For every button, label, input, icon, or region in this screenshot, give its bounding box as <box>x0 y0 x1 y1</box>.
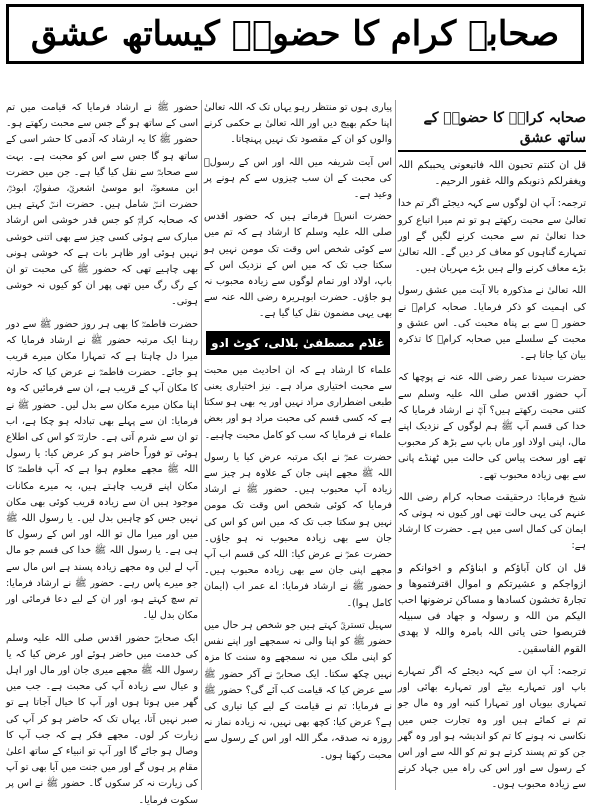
paragraph: سہیل تستریؒ کہتے ہیں جو شخص ہر حال میں حضور ﷺ کو اپنا والی نہ سمجھے اور اپنے نفس کو اپنی ملک میں نہ سمجھے وہ سنت کا مزہ نہیں چکھ سکتا۔ ایک صحابیؓ نے آکر حضور ﷺ سے عرض کیا کہ قیامت کب آئے گی؟ حضور ﷺ نے فرمایا: تم نے قیامت کے لیے کیا تیاری کی ہے؟ عرض کیا: کچھ بھی نہیں، نہ زیادہ نماز نہ روزہ نہ صدقہ، مگر اللہ اور اس کے رسول سے محبت رکھتا ہوں۔ <box>204 619 392 761</box>
paragraph: اس آیت شریفہ میں اللہ اور اس کے رسولؐ کی محبت کے ان سب چیزوں سے کم ہونے پر وعید ہے۔ <box>204 156 392 201</box>
page-title: صحابہ کرام کا حضورؐ کیساتھ عشق <box>6 4 584 64</box>
quranic-verse: قل ان کنتم تحبون اللہ فاتبعونی یحببکم اللہ ویغفرلکم ذنوبکم واللہ غفور الرحیم۔ <box>398 160 586 188</box>
paragraph: پیاری ہوں تو منتظر رہو یہاں تک کہ اللہ تعالیٰ اپنا حکم بھیج دیں اور اللہ تعالیٰ بے حکمی کرنے والوں کو ان کے مقصود تک نہیں پہنچاتا۔ <box>204 102 392 146</box>
paragraph: علماء کا ارشاد ہے کہ ان احادیث میں محبت سے محبت اختیاری مراد ہے۔ نیز اختیاری یعنی طبعی اضطراری مراد نہیں اور یہ بھی ہو سکتا ہے کہ کسی قسم کی محبت مراد ہو اور بعض علماء نے فرمایا کہ سب کو کامل محبت چاہیے۔ <box>204 364 392 441</box>
column-divider <box>395 100 396 790</box>
paragraph: حضرت عمرؓ نے ایک مرتبہ عرض کیا یا رسول اللہ ﷺ مجھے اپنی جان کے علاوہ ہر چیز سے زیادہ آپ محبوب ہیں۔ حضور ﷺ نے ارشاد فرمایا کہ کوئی شخص اس وقت تک مومن نہیں ہو سکتا جب تک کہ میں اس کو اس کی جان سے بھی زیادہ محبوب نہ ہو جاؤں۔ حضرت عمرؓ نے عرض کیا: اللہ کی قسم اب آپ مجھے اپنی جان سے بھی زیادہ محبوب ہیں۔ حضور ﷺ نے ارشاد فرمایا: اے عمر اب (ایمان کامل ہوا)۔ <box>204 451 392 609</box>
quranic-verse: قل ان کان آباؤکم و ابناؤکم و اخوانکم و ازواجکم و عشیرتکم و اموال اقترفتموھا و تجارۃ تخشون کسادھا و مساکن ترضونھا احب الیکم من اللہ و رسولہ و جھاد فی سبیلہ فتربصوا حتی یاتی اللہ بامرہ واللہ لا یھدی القوم الفاسقین۔ <box>398 562 586 655</box>
paragraph: اللہ تعالیٰ نے مذکورہ بالا آیت میں عشق رسول کی اہمیت کو ذکر فرمایا۔ صحابہ کرامؓ نے حضور ﷺ سے بے پناہ محبت کی۔ اس عشق و محبت کے سلسلے میں صحابہ کرامؓ کا تذکرہ بیان کیا جاتا ہے۔ <box>398 285 586 362</box>
paragraph: حضرت سیدنا عمر رضی اللہ عنہ نے پوچھا کہ آپ حضور اقدس صلی اللہ علیہ وسلم سے کتنی محبت رکھتے ہیں؟ آپؓ نے ارشاد فرمایا کہ خدا کی قسم آپ ﷺ ہم لوگوں کے نزدیک اپنے مال، اپنی اولاد اور ماں باپ سے بڑھ کر محبوب تھے اور سخت پیاس کی حالت میں ٹھنڈے پانی سے بھی زیادہ محبوب تھے۔ <box>398 372 586 481</box>
paragraph: ایک صحابیؓ حضور اقدس صلی اللہ علیہ وسلم کی خدمت میں حاضر ہوئے اور عرض کیا کہ یا رسول اللہ ﷺ مجھے میری جان اور مال اور اہل و عیال سے زیادہ آپ کی محبت ہے۔ جب میں گھر میں ہوتا ہوں اور آپ کا خیال آجاتا ہے تو صبر نہیں آتا، یہاں تک کہ حاضر ہو کر آپ کی زیارت کر لوں۔ مجھے فکر ہے کہ جب آپ کا وصال ہو جائے گا اور آپ تو انبیاء کے ساتھ اعلیٰ مقام پر ہوں گے اور میں جنت میں آیا بھی تو آپ کی زیارت نہ کر سکوں گا۔ حضور ﷺ نے اس پر سکوت فرمایا۔ <box>6 632 198 806</box>
article-column-right <box>398 100 586 790</box>
paragraph: حضور ﷺ نے ارشاد فرمایا کہ قیامت میں تم اسی کے ساتھ ہو گے جس سے محبت رکھتے ہو۔ حضور ﷺ کا یہ ارشاد کہ آدمی کا حشر اسی کے ساتھ ہو گا جس سے اس کو محبت ہے۔ بہت سے صحابہؓ سے نقل کیا گیا ہے۔ جن میں حضرت ابن مسعودؓ، ابو موسیٰ اشعریؓ، صفوانؓ، ابوذرؓ، حضرت انسؓ شامل ہیں۔ حضرت انسؓ کہتے ہیں کہ صحابہ کرامؓ کو جس قدر خوشی اس ارشاد مبارک سے ہوئی کسی چیز سے بھی اتنی خوشی نہیں ہوئی اور ظاہر بات ہے کہ خوشی ہونی بھی چاہیے تھی کہ حضور ﷺ کی محبت تو ان کے رگ رگ میں تھی پھر ان کو کیوں نہ خوشی ہوتی۔ <box>6 102 198 308</box>
column-divider <box>201 100 202 790</box>
author-byline: غلام مصطفیٰ بلالی، کوٹ ادو <box>206 331 390 355</box>
paragraph: ترجمہ: آپ ان سے کہہ دیجئے کہ اگر تمہارے باپ اور تمہارے بیٹے اور تمہارے بھائی اور تمہاری بیویاں اور تمہارا کنبہ اور وہ مال جو تم نے کمائے ہیں اور وہ تجارت جس میں نکاسی نہ ہونے کا تم کو اندیشہ ہو اور وہ گھر جن کو تم پسند کرتے ہو تم کو اللہ سے اور اس کے رسول سے اور اس کی راہ میں جہاد کرنے سے زیادہ محبوب ہوں۔ <box>398 665 586 791</box>
paragraph: شیخ فرمایا: درحقیقت صحابہ کرام رضی اللہ عنہم کی یہی حالت تھی اور کیوں نہ ہوتی کہ ایمان کی کمال اسی میں ہے۔ حضرت کا ارشاد ہے: <box>398 491 586 552</box>
article-column-middle <box>204 100 392 790</box>
article-column-left <box>6 100 198 806</box>
paragraph: حضرت فاطمہؓ کا بھی ہر روز حضور ﷺ سے دور رہنا ایک مرتبہ حضور ﷺ نے ارشاد فرمایا کہ میرا دل چاہتا ہے کہ تمہارا مکان میرے قریب ہو جائے۔ حضرت فاطمہؓ نے عرض کیا کہ حارثہ کا مکان آپ کے قریب ہے، ان سے فرمائیں کہ وہ اپنا مکان میرے مکان سے بدل لیں۔ حضور ﷺ نے فرمایا: ان سے پہلے بھی تبادلہ ہو چکا ہے، اب تو ان سے شرم آتی ہے۔ حارثہؓ کو اس کی اطلاع ہوئی تو فوراً حاضر ہو کر عرض کیا: یا رسول اللہ ﷺ مجھے معلوم ہوا ہے کہ آپ فاطمہؓ کا مکان اپنے قریب چاہتے ہیں، یہ میرے مکانات موجود ہیں ان سے زیادہ قریب کوئی بھی مکان نہیں جس کو چاہیں بدل لیں۔ یا رسول اللہ ﷺ میں اور میرا مال تو اللہ اور اس کے رسول کا ہی ہے۔ یا رسول اللہ ﷺ خدا کی قسم جو مال آپ لے لیں وہ مجھے زیادہ پسند ہے اس مال سے جو میرے پاس رہے۔ حضور ﷺ نے ارشاد فرمایا: تم سچ کہتے ہو، اور ان کے لیے دعا فرمائی اور مکان بدل لیا۔ <box>6 318 198 622</box>
section-heading: صحابہ کرامؓ کا حضورؐ کے ساتھ عشق <box>398 108 586 152</box>
paragraph: حضرت انسؓ فرماتے ہیں کہ حضور اقدس صلی اللہ علیہ وسلم کا ارشاد ہے کہ تم میں سے کوئی شخص اس وقت تک مومن نہیں ہو سکتا جب تک کہ میں اس کے نزدیک اس کے باپ، اولاد اور تمام لوگوں سے زیادہ محبوب نہ ہو جاؤں۔ حضرت ابوہریرہ رضی اللہ عنہ سے بھی یہی مضمون نقل کیا گیا ہے۔ <box>204 211 392 320</box>
paragraph: ترجمہ: آپ ان لوگوں سے کہہ دیجئے اگر تم خدا تعالیٰ سے محبت رکھتے ہو تو تم میرا اتباع کرو خدا تعالیٰ تم سے محبت کرنے لگیں گے اور تمہارے گناہوں کو معاف کر دیں گے۔ اللہ تعالیٰ بڑے معاف کرنے والے ہیں بڑے مہربان ہیں۔ <box>398 198 586 275</box>
